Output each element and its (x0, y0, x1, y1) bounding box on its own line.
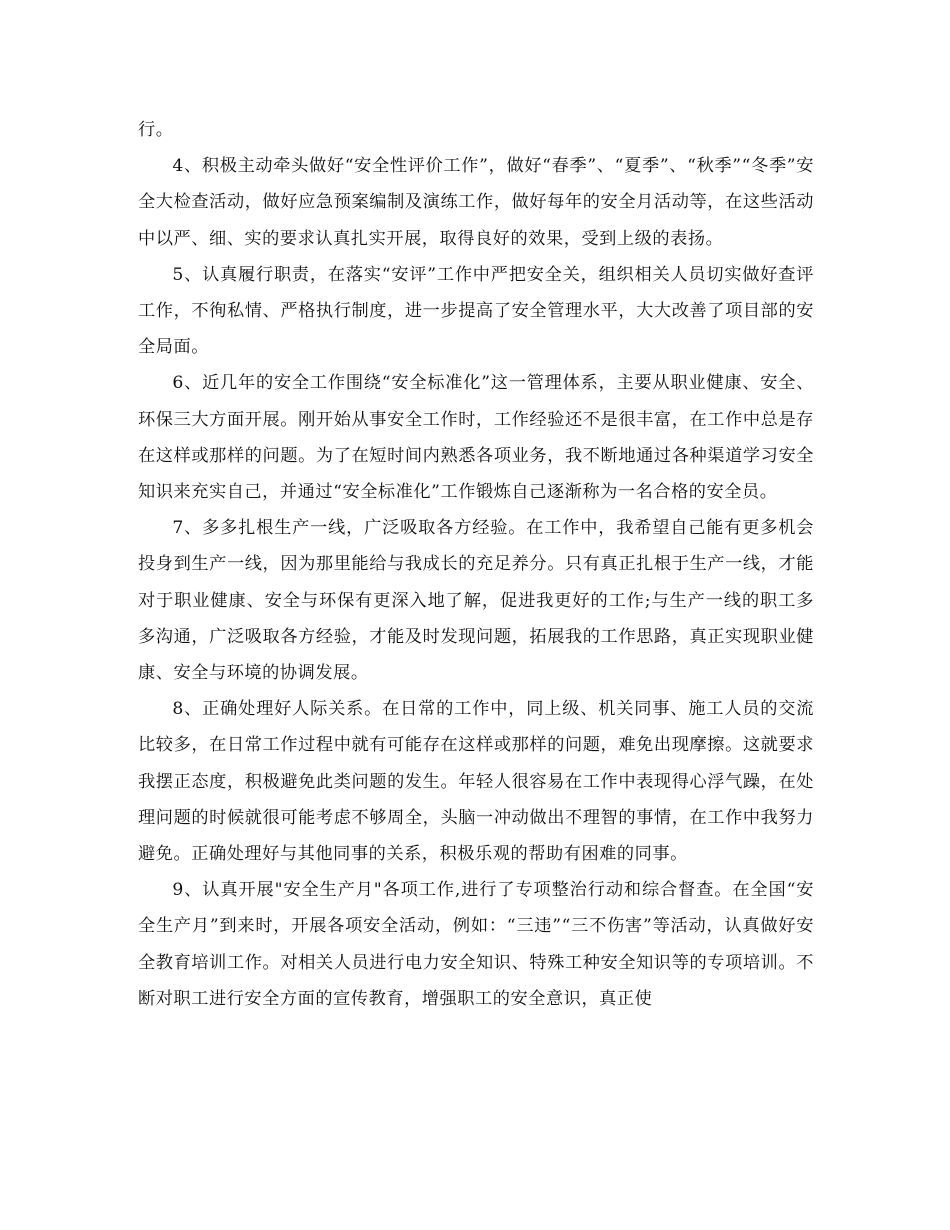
paragraph-item-8: 8、正确处理好人际关系。在日常的工作中，同上级、机关同事、施工人员的交流比较多，在日常工作过程中就有可能存在这样或那样的问题，难免出现摩擦。这就要求我摆正态度，积极避免此类问题的发生。年轻人很容易在工作中表现得心浮气躁，在处理问题的时候就很可能考虑不够周全，头脑一冲动做出不理智的事情，在工作中我努力避免。正确处理好与其他同事的关系，积极乐观的帮助有困难的同事。 (138, 699, 814, 865)
paragraph-item-7: 7、多多扎根生产一线，广泛吸取各方经验。在工作中，我希望自己能有更多机会投身到生产一线，因为那里能给与我成长的充足养分。只有真正扎根于生产一线，才能对于职业健康、安全与环保有更深入地了解，促进我更好的工作;与生产一线的职工多多沟通，广泛吸取各方经验，才能及时发现问题，拓展我的工作思路，真正实现职业健康、安全与环境的协调发展。 (138, 518, 814, 684)
paragraph-item-4: 4、积极主动牵头做好“安全性评价工作”，做好“春季”、“夏季”、“秋季”“冬季”安全大检查活动，做好应急预案编制及演练工作，做好每年的安全月活动等，在这些活动中以严、细、实的要求认真扎实开展，取得良好的效果，受到上级的表扬。 (138, 156, 814, 249)
paragraph-continuation: 行。 (138, 120, 174, 140)
paragraph-item-6: 6、近几年的安全工作围绕“安全标准化”这一管理体系，主要从职业健康、安全、环保三大方面开展。刚开始从事安全工作时，工作经验还不是很丰富，在工作中总是存在这样或那样的问题。为了在短时间内熟悉各项业务，我不断地通过各种渠道学习安全知识来充实自己，并通过“安全标准化”工作锻炼自己逐渐称为一名合格的安全员。 (138, 373, 814, 503)
paragraph-item-5: 5、认真履行职责，在落实“安评”工作中严把安全关，组织相关人员切实做好查评工作，不徇私情、严格执行制度，进一步提高了安全管理水平，大大改善了项目部的安全局面。 (138, 264, 814, 358)
paragraph-item-9: 9、认真开展"安全生产月"各项工作,进行了专项整治行动和综合督查。在全国“安全生产月”到来时，开展各项安全活动，例如：“三违”“三不伤害”等活动，认真做好安全教育培训工作。对相关人员进行电力安全知识、特殊工种安全知识等的专项培训。不断对职工进行安全方面的宣传教育，增强职工的安全意识，真正使 (138, 880, 814, 1009)
document-body (138, 112, 814, 1017)
